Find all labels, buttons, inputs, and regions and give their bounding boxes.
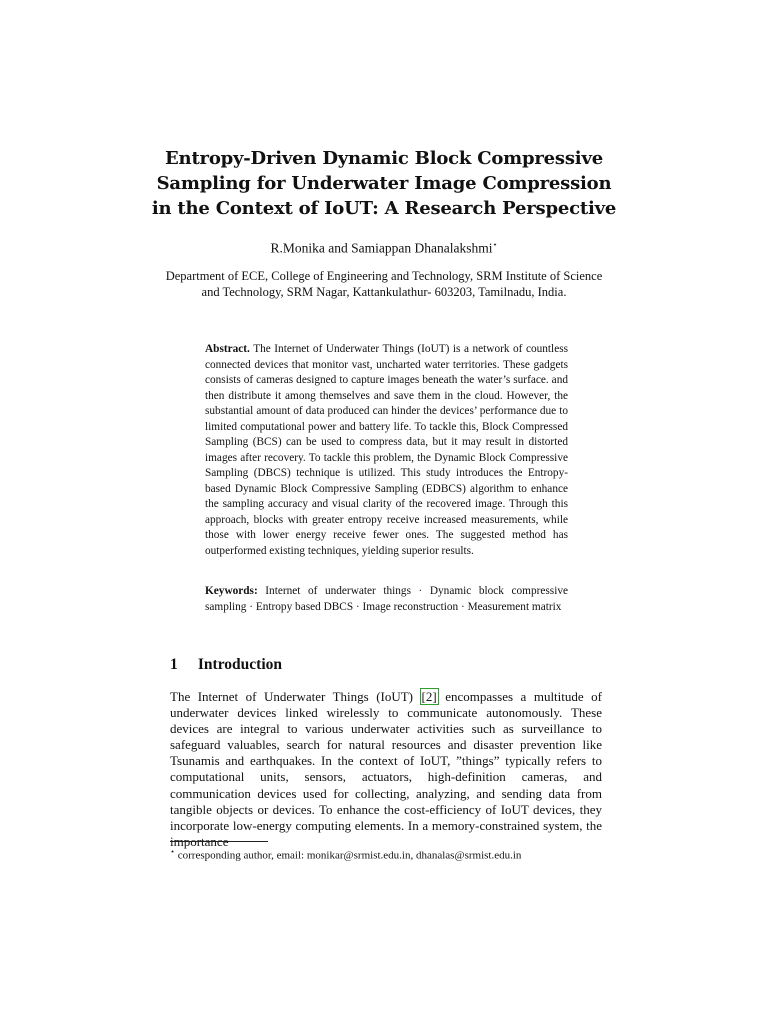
intro-text-start: The Internet of Underwater Things (IoUT) [170, 689, 421, 704]
paper-title: Entropy-Driven Dynamic Block Compressive Sampling for Underwater Image Compression in the Context of IoUT: A Research Perspective [151, 148, 617, 219]
section-number: 1 [170, 656, 178, 673]
abstract [205, 342, 568, 559]
footnote-mark: ⋆ [170, 847, 176, 856]
citation-link[interactable]: [2] [421, 689, 437, 704]
intro-text-rest: encompasses a multitude of underwater devices linked wirelessly to communicate autonomously. These devices are integral to various underwater activities such as surveillance to safeguard valuables, search for natural resources and disaster prevention like Tsunamis and earthquakes. In the context of IoUT, ”things” typically refers to computational units, sensors, actuators, high-definition cameras, and communication devices used for collecting, analyzing, and sending data from tangible objects or devices. To enhance the cost-efficiency of IoUT devices, they incorporate low-energy computing elements. In a memory-constrained system, the importance [170, 689, 602, 849]
affiliation: Department of ECE, College of Engineering and Technology, SRM Institute of Science and Technology, SRM Nagar, Kattankulathur- 603203, Tamilnadu, India. [165, 269, 603, 299]
introduction-paragraph [170, 689, 602, 850]
footnote [170, 845, 610, 863]
keywords [205, 584, 568, 615]
author-line [150, 240, 618, 257]
abstract-text: The Internet of Underwater Things (IoUT) is a network of countless connected devices that monitor vast, uncharted water territories. These gadgets consists of cameras designed to capture images beneath the water’s surface. and then distribute it among themselves and save them in the cloud. However, the substantial amount of data produced can hinder the devices’ performance due to limited computational power and battery life. To tackle this, Block Compressed Sampling (BCS) can be used to compress data, but it may result in distorted images after recovery. To tackle this problem, the Dynamic Block Compressive Sampling (DBCS) technique is utilized. This study introduces the Entropy-based Dynamic Block Compressive Sampling (EDBCS) algorithm to enhance the sampling accuracy and visual clarity of the recovered image. Through this approach, blocks with greater entropy receive increased measurements, while those with lower energy receive fewer ones. The suggested method has outperformed existing techniques, yielding superior results. [205, 343, 569, 557]
keywords-text: Internet of underwater things · Dynamic block compressive sampling · Entropy based DBCS · Image reconstruction · Measurement matrix [205, 585, 568, 613]
footnote-text: corresponding author, email: monikar@srmist.edu.in, dhanalas@srmist.edu.in [177, 849, 522, 862]
abstract-label: Abstract. [205, 343, 250, 355]
keywords-label: Keywords: [205, 585, 258, 597]
section-heading-introduction [170, 656, 600, 674]
footnote-divider [170, 841, 268, 842]
corresponding-author-mark: ⋆ [492, 240, 498, 249]
section-title: Introduction [197, 656, 282, 673]
author-names: R.Monika and Samiappan Dhanalakshmi [270, 240, 493, 256]
